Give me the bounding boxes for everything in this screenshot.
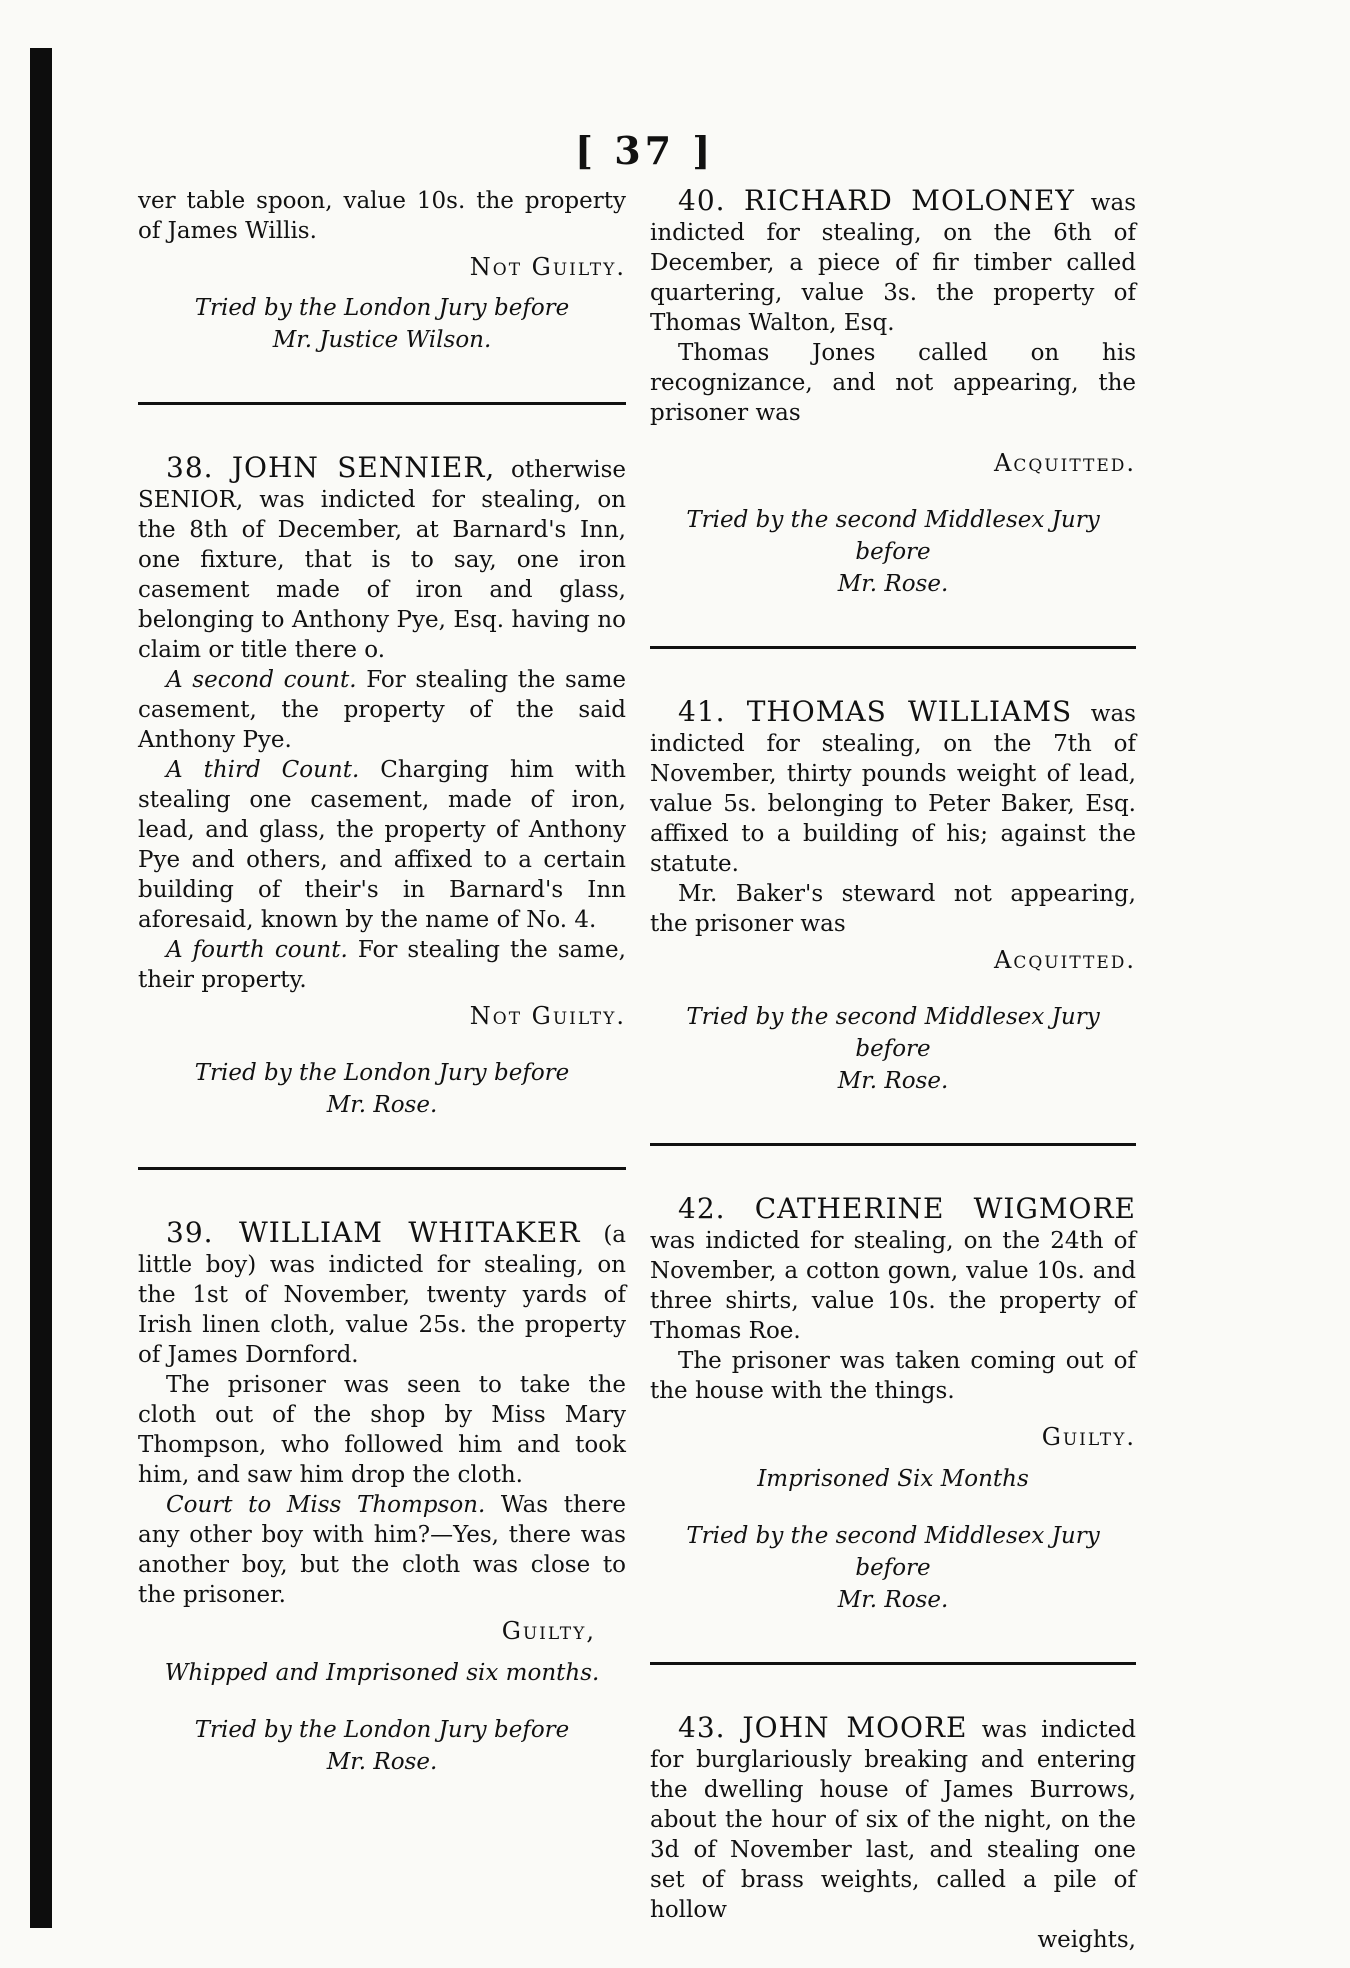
section-rule [650,1662,1136,1665]
continuation-text: ver table spoon, value 10s. the property of James Willis. [138,188,626,244]
verdict-text: Acquitted. [994,449,1136,477]
sentence-text: Whipped and Imprisoned six months. [164,1660,600,1686]
catchword: weights, [1037,1927,1136,1953]
verdict-text: Not Guilty. [469,1002,626,1030]
verdict-text: Acquitted. [994,946,1136,974]
tried-judge: Mr. Justice Wilson. [272,327,492,353]
tried-line: Tried by the London Jury before [194,295,570,321]
case-heading: 39. WILLIAM WHITAKER [166,1216,581,1249]
tried-judge: Mr. Rose. [326,1092,438,1118]
section-rule [650,1143,1136,1146]
tried-line: Tried by the second Middlesex Jury before [686,507,1100,565]
case-body: otherwise SENIOR, was indicted for stealing, on the 8th of December, at Barnard's Inn, one fixture, that is to say, one iron casement made of iron and glass, belonging to Anthony Pye, Esq. having no claim or title there o. [138,457,627,663]
tried-judge: Mr. Rose. [326,1749,438,1775]
verdict-text: Guilty. [1041,1423,1136,1451]
tried-note [138,1057,626,1121]
section-rule [650,646,1136,649]
case-42 [650,1194,1136,1616]
count-text: For stealing the same casement, the property of the said Anthony Pye. [138,667,626,753]
case-heading: 40. RICHARD MOLONEY [678,184,1075,217]
case-body: was indicted for stealing, on the 6th of December, a piece of fir timber called quartering, value 3s. the property of Thomas Walton, Esq. [650,190,1136,336]
case-41 [650,697,1136,1097]
left-column [138,186,626,1778]
verdict-text: Not Guilty. [469,253,626,281]
case-paragraph: Mr. Baker's steward not appearing, the prisoner was [650,881,1136,937]
case-43 [650,1713,1136,1955]
case-40 [650,186,1136,600]
tried-note [138,1714,626,1778]
sentence-text: Imprisoned Six Months [757,1466,1029,1492]
case-39 [138,1218,626,1778]
case-heading: 38. JOHN SENNIER, [166,451,496,484]
tried-note [650,1520,1136,1616]
count-label: A second count. [166,667,357,693]
tried-note [650,1001,1136,1097]
verdict-text: Guilty, [501,1617,596,1645]
tried-note [650,504,1136,600]
case-body: was indicted for stealing, on the 7th of November, thirty pounds weight of lead, value 5s. belonging to Peter Baker, Esq. affixed to a building of his; against the statute. [650,701,1136,877]
right-column [650,186,1136,1955]
case-paragraph: Thomas Jones called on his recognizance, and not appearing, the prisoner was [650,340,1136,426]
case-heading: 41. THOMAS WILLIAMS [678,695,1073,728]
binding-edge [30,48,52,1928]
case-heading: 43. JOHN MOORE [678,1711,968,1744]
case-body: was indicted for stealing, on the 24th of November, a cotton gown, value 10s. and three shirts, value 10s. the property of Thomas Roe. [650,1228,1136,1344]
tried-line: Tried by the London Jury before [194,1060,570,1086]
page-number: [ 37 ] [575,128,715,173]
case-paragraph: The prisoner was seen to take the cloth out of the shop by Miss Mary Thompson, who followed him and took him, and saw him drop the cloth. [138,1372,626,1488]
count-text: For stealing the same, their property. [138,937,626,993]
tried-judge: Mr. Rose. [837,571,949,597]
tried-line: Tried by the second Middlesex Jury before [686,1523,1100,1581]
case-body: was indicted for burglariously breaking and entering the dwelling house of James Burrows, about the hour of six of the night, on the 3d of November last, and stealing one set of brass weights, called a pile of hollow [650,1717,1136,1923]
court-text: Was there any other boy with him?—Yes, there was another boy, but the cloth was close to the prisoner. [138,1492,626,1608]
case-paragraph: The prisoner was taken coming out of the house with the things. [650,1348,1136,1404]
tried-judge: Mr. Rose. [837,1068,949,1094]
case-38 [138,453,626,1121]
count-text: Charging him with stealing one casement, made of iron, lead, and glass, the property of Anthony Pye and others, and affixed to a certain building of their's in Barnard's Inn aforesaid, known by the name of No. 4. [138,757,626,933]
section-rule [138,1167,626,1170]
section-rule [138,402,626,405]
count-label: A fourth count. [166,937,348,963]
tried-line: Tried by the second Middlesex Jury before [686,1004,1100,1062]
court-label: Court to Miss Thompson. [166,1492,486,1518]
tried-note [138,292,626,356]
case-heading: 42. CATHERINE WIGMORE [678,1192,1136,1225]
tried-judge: Mr. Rose. [837,1587,949,1613]
case-body: (a little boy) was indicted for stealing, on the 1st of November, twenty yards of Irish linen cloth, value 25s. the property of James Dornford. [138,1222,627,1368]
count-label: A third Count. [166,757,360,783]
tried-line: Tried by the London Jury before [194,1717,570,1743]
